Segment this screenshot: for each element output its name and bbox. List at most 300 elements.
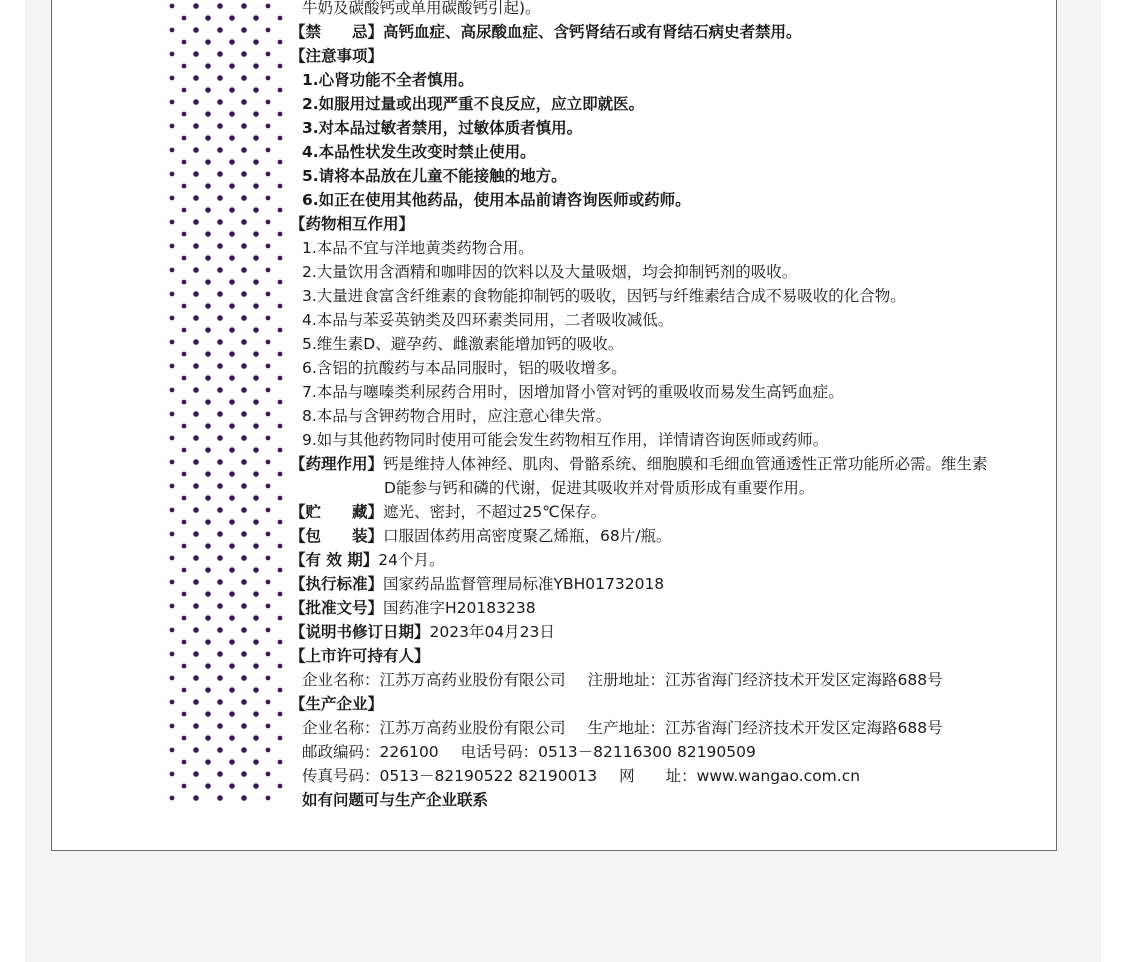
pattern-dot (266, 700, 271, 705)
postal-code: 邮政编码：226100 (302, 743, 439, 761)
pattern-dot (266, 316, 271, 321)
pattern-dot (229, 303, 235, 309)
pattern-dot (182, 208, 187, 213)
pattern-dot (205, 615, 211, 621)
pattern-dot (217, 771, 223, 777)
phone-number: 电话号码：0513－82116300 82190509 (460, 743, 756, 761)
interaction-item: 4.本品与苯妥英钠类及四环素类同用，二者吸收减低。 (302, 311, 674, 329)
pattern-dot (266, 508, 271, 513)
pattern-dot (217, 411, 223, 417)
pattern-dot (241, 171, 247, 177)
pattern-dot (170, 244, 175, 249)
pattern-dot (170, 292, 175, 297)
pattern-dot (229, 783, 235, 789)
pattern-dot (253, 711, 259, 717)
pattern-dot (253, 687, 259, 693)
pattern-dot (217, 435, 223, 441)
pattern-dot (217, 171, 223, 177)
pattern-dot (253, 183, 259, 189)
pattern-dot (229, 759, 235, 765)
pattern-dot (253, 615, 259, 621)
pattern-dot (193, 171, 199, 177)
pattern-dot (229, 399, 235, 405)
interaction-item: 7.本品与噻嗪类利尿药合用时，因增加肾小管对钙的重吸收而易发生高钙血症。 (302, 383, 844, 401)
pattern-dot (266, 604, 271, 609)
holder-heading: 【上市许可持有人】 (290, 647, 430, 665)
cautions-heading: 【注意事项】 (290, 47, 384, 65)
pattern-dot (170, 28, 175, 33)
pattern-dot (278, 784, 283, 789)
pattern-dot (241, 435, 247, 441)
pattern-dot (217, 747, 223, 753)
pattern-dot (253, 783, 259, 789)
pattern-dot (217, 267, 223, 273)
pattern-dot (253, 735, 259, 741)
pattern-dot (278, 16, 283, 21)
pattern-dot (193, 627, 199, 633)
pattern-dot (217, 459, 223, 465)
pattern-dot (193, 579, 199, 585)
pattern-dot (193, 699, 199, 705)
storage-text: 遮光、密封，不超过25℃保存。 (383, 503, 607, 521)
pattern-dot (205, 663, 211, 669)
pattern-dot (170, 772, 175, 777)
pattern-dot (182, 544, 187, 549)
pattern-dot (229, 495, 235, 501)
pharmacology-text-1: 钙是维持人体神经、肌肉、骨骼系统、细胞膜和毛细血管通透性正常功能所必需。维生素 (383, 455, 988, 473)
pattern-dot (205, 111, 211, 117)
pattern-dot (205, 711, 211, 717)
pattern-dot (241, 555, 247, 561)
pattern-dot (193, 243, 199, 249)
pattern-dot (241, 219, 247, 225)
pattern-dot (182, 256, 187, 261)
pattern-dot (278, 352, 283, 357)
pattern-dot (182, 520, 187, 525)
pattern-dot (217, 675, 223, 681)
pattern-dot (278, 256, 283, 261)
pattern-dot (193, 435, 199, 441)
pattern-dot (278, 568, 283, 573)
pattern-dot (205, 255, 211, 261)
pattern-dot (241, 483, 247, 489)
pattern-dot (182, 784, 187, 789)
pattern-dot (266, 652, 271, 657)
pattern-dot (193, 363, 199, 369)
holder-company: 企业名称：江苏万高药业股份有限公司 (302, 671, 566, 689)
pattern-dot (182, 640, 187, 645)
pattern-dot (205, 687, 211, 693)
pattern-dot (229, 375, 235, 381)
pattern-dot (253, 327, 259, 333)
pattern-dot (193, 27, 199, 33)
pattern-dot (193, 219, 199, 225)
pattern-dot (278, 592, 283, 597)
pattern-dot (241, 291, 247, 297)
pattern-dot (253, 423, 259, 429)
pattern-dot (193, 795, 199, 801)
pattern-dot (229, 543, 235, 549)
interaction-item: 8.本品与含钾药物合用时，应注意心律失常。 (302, 407, 612, 425)
pattern-dot (182, 760, 187, 765)
pattern-dot (253, 207, 259, 213)
pattern-dot (253, 63, 259, 69)
interaction-item: 1.本品不宜与洋地黄类药物合用。 (302, 239, 534, 257)
pattern-dot (182, 64, 187, 69)
pattern-dot (217, 3, 223, 9)
pattern-dot (170, 268, 175, 273)
pattern-dot (266, 388, 271, 393)
pattern-dot (193, 411, 199, 417)
pattern-dot (182, 136, 187, 141)
pattern-dot (253, 279, 259, 285)
pattern-dot (182, 40, 187, 45)
pattern-dot (182, 424, 187, 429)
pattern-dot (193, 147, 199, 153)
pattern-dot (278, 712, 283, 717)
pattern-dot (278, 40, 283, 45)
pattern-dot (241, 195, 247, 201)
pattern-dot (205, 735, 211, 741)
pattern-dot (266, 772, 271, 777)
pattern-dot (182, 712, 187, 717)
pattern-dot (229, 567, 235, 573)
pattern-dot (241, 51, 247, 57)
interaction-item: 2.大量饮用含酒精和咖啡因的饮料以及大量吸烟，均会抑制钙剂的吸收。 (302, 263, 798, 281)
pattern-dot (170, 388, 175, 393)
pattern-dot (278, 544, 283, 549)
pattern-dot (253, 399, 259, 405)
pattern-dot (182, 232, 187, 237)
pattern-dot (266, 148, 271, 153)
package (290, 524, 671, 548)
pattern-dot (266, 220, 271, 225)
pattern-dot (205, 135, 211, 141)
caution-item: 1.心肾功能不全者慎用。 (302, 71, 474, 89)
pattern-dot (182, 688, 187, 693)
pattern-dot (193, 99, 199, 105)
pattern-dot (253, 87, 259, 93)
pattern-dot (253, 639, 259, 645)
pattern-dot (217, 627, 223, 633)
pattern-dot (170, 76, 175, 81)
pattern-dot (278, 760, 283, 765)
pattern-dot (182, 664, 187, 669)
pattern-dot (170, 436, 175, 441)
pattern-dot (193, 651, 199, 657)
pattern-dot (241, 243, 247, 249)
pattern-dot (266, 100, 271, 105)
pattern-dot (229, 111, 235, 117)
pattern-dot (217, 27, 223, 33)
revision-label: 【说明书修订日期】 (290, 623, 430, 641)
pattern-dot (193, 123, 199, 129)
pattern-dot (205, 231, 211, 237)
pattern-dot (278, 280, 283, 285)
manufacturer-heading: 【生产企业】 (290, 695, 384, 713)
pattern-dot (170, 580, 175, 585)
pattern-dot (182, 400, 187, 405)
pattern-dot (241, 699, 247, 705)
pattern-dot (266, 532, 271, 537)
pattern-dot (278, 184, 283, 189)
storage (290, 500, 606, 524)
pattern-dot (278, 616, 283, 621)
pattern-dot (278, 664, 283, 669)
pattern-dot (266, 796, 271, 801)
pattern-dot (241, 75, 247, 81)
pattern-dot (266, 244, 271, 249)
pattern-dot (193, 195, 199, 201)
pattern-dot (217, 363, 223, 369)
pattern-dot (241, 99, 247, 105)
pattern-dot (278, 400, 283, 405)
pattern-dot (182, 448, 187, 453)
pattern-dot (266, 436, 271, 441)
pattern-dot (278, 328, 283, 333)
pattern-dot (266, 76, 271, 81)
pattern-dot (205, 303, 211, 309)
pattern-dot (229, 207, 235, 213)
contraindications-text: 高钙血症、高尿酸血症、含钙肾结石或有肾结石病史者禁用。 (383, 23, 802, 41)
pattern-dot (253, 519, 259, 525)
pattern-dot (205, 183, 211, 189)
pattern-dot (182, 472, 187, 477)
fax-number: 传真号码：0513－82190522 82190013 (302, 767, 598, 785)
approval-text: 国药准字H20183238 (383, 599, 536, 617)
caution-item: 5.请将本品放在儿童不能接触的地方。 (302, 167, 567, 185)
pattern-dot (217, 555, 223, 561)
pattern-dot (241, 411, 247, 417)
pattern-dot (253, 39, 259, 45)
pattern-dot (266, 460, 271, 465)
pattern-dot (205, 447, 211, 453)
caution-item: 3.对本品过敏者禁用，过敏体质者慎用。 (302, 119, 583, 137)
pattern-dot (253, 495, 259, 501)
interaction-item: 3.大量进食富含纤维素的食物能抑制钙的吸收，因钙与纤维素结合成不易吸收的化合物。 (302, 287, 906, 305)
pattern-dot (182, 304, 187, 309)
revision-text: 2023年04月23日 (429, 623, 555, 641)
pattern-dot (193, 723, 199, 729)
pattern-dot (205, 543, 211, 549)
pattern-dot (170, 532, 175, 537)
pattern-dot (241, 723, 247, 729)
pattern-dot (229, 615, 235, 621)
pattern-dot (217, 531, 223, 537)
continued-line: 牛奶及碳酸钙或单用碳酸钙引起)。 (302, 0, 541, 17)
pattern-dot (193, 459, 199, 465)
manufacturer-fax-web (302, 764, 860, 788)
interaction-item: 6.含铝的抗酸药与本品同服时，铝的吸收增多。 (302, 359, 627, 377)
pattern-dot (241, 651, 247, 657)
pattern-dot (241, 3, 247, 9)
package-label: 【包 装】 (290, 527, 384, 545)
pattern-dot (205, 207, 211, 213)
pattern-dot (229, 135, 235, 141)
pattern-dot (205, 471, 211, 477)
pattern-dot (229, 447, 235, 453)
pattern-dot (182, 352, 187, 357)
pattern-dot (217, 795, 223, 801)
pattern-dot (278, 520, 283, 525)
pattern-dot (266, 172, 271, 177)
pattern-dot (217, 507, 223, 513)
pattern-dot (182, 184, 187, 189)
pattern-dot (266, 124, 271, 129)
pattern-dot (241, 795, 247, 801)
pattern-dot (205, 495, 211, 501)
pattern-dot (205, 567, 211, 573)
pattern-dot (241, 771, 247, 777)
pattern-dot (229, 87, 235, 93)
pattern-dot (253, 759, 259, 765)
pattern-dot (170, 700, 175, 705)
pattern-dot (229, 687, 235, 693)
pattern-dot (217, 483, 223, 489)
pattern-dot (205, 399, 211, 405)
pattern-dot (266, 556, 271, 561)
pattern-dot (266, 4, 271, 9)
pattern-dot (278, 136, 283, 141)
pattern-dot (229, 15, 235, 21)
pattern-dot (229, 663, 235, 669)
pattern-dot (205, 759, 211, 765)
pattern-dot (241, 603, 247, 609)
pattern-dot (278, 304, 283, 309)
pattern-dot (229, 639, 235, 645)
pattern-dot (278, 736, 283, 741)
pattern-dot (182, 568, 187, 573)
pattern-dot (205, 519, 211, 525)
pattern-dot (182, 592, 187, 597)
pattern-dot (170, 124, 175, 129)
approval-label: 【批准文号】 (290, 599, 384, 617)
pattern-dot (229, 351, 235, 357)
pattern-dot (170, 412, 175, 417)
decorative-dot-pattern (160, 0, 285, 810)
pattern-dot (170, 676, 175, 681)
pattern-dot (266, 340, 271, 345)
pattern-dot (170, 484, 175, 489)
pattern-dot (193, 75, 199, 81)
package-text: 口服固体药用高密度聚乙烯瓶，68片/瓶。 (383, 527, 672, 545)
manufacturer-postal-phone (302, 740, 756, 764)
pattern-dot (182, 160, 187, 165)
pattern-dot (217, 219, 223, 225)
pattern-dot (182, 112, 187, 117)
pattern-dot (253, 15, 259, 21)
pattern-dot (182, 16, 187, 21)
pattern-dot (182, 376, 187, 381)
pattern-dot (170, 196, 175, 201)
pattern-dot (266, 196, 271, 201)
pattern-dot (170, 652, 175, 657)
pattern-dot (278, 496, 283, 501)
pattern-dot (217, 75, 223, 81)
pattern-dot (253, 303, 259, 309)
pattern-dot (278, 688, 283, 693)
pattern-dot (241, 27, 247, 33)
pattern-dot (278, 472, 283, 477)
website: 网 址：www.wangao.com.cn (619, 767, 861, 785)
pattern-dot (170, 460, 175, 465)
standard (290, 572, 664, 596)
pattern-dot (266, 748, 271, 753)
pattern-dot (205, 351, 211, 357)
pattern-dot (205, 639, 211, 645)
pattern-dot (241, 387, 247, 393)
pattern-dot (241, 579, 247, 585)
pattern-dot (205, 591, 211, 597)
pattern-dot (217, 195, 223, 201)
pattern-dot (253, 111, 259, 117)
pattern-dot (253, 159, 259, 165)
pattern-dot (266, 364, 271, 369)
pattern-dot (217, 723, 223, 729)
pattern-dot (193, 603, 199, 609)
pattern-dot (229, 711, 235, 717)
pattern-dot (229, 159, 235, 165)
pattern-dot (217, 123, 223, 129)
revision-date (290, 620, 555, 644)
pattern-dot (182, 280, 187, 285)
validity (290, 548, 445, 572)
pattern-dot (205, 159, 211, 165)
manufacturer-company: 企业名称：江苏万高药业股份有限公司 (302, 719, 566, 737)
pattern-dot (170, 316, 175, 321)
interaction-item: 9.如与其他药物同时使用可能会发生药物相互作用，详情请咨询医师或药师。 (302, 431, 829, 449)
pattern-dot (170, 172, 175, 177)
approval (290, 596, 536, 620)
pattern-dot (278, 376, 283, 381)
pattern-dot (253, 351, 259, 357)
pattern-dot (170, 604, 175, 609)
pattern-dot (170, 220, 175, 225)
contraindications (290, 20, 802, 44)
pattern-dot (205, 279, 211, 285)
pattern-dot (205, 39, 211, 45)
pattern-dot (182, 496, 187, 501)
pattern-dot (266, 268, 271, 273)
pattern-dot (278, 208, 283, 213)
pattern-dot (253, 567, 259, 573)
pattern-dot (217, 651, 223, 657)
caution-item: 2.如服用过量或出现严重不良反应，应立即就医。 (302, 95, 645, 113)
pattern-dot (217, 699, 223, 705)
pattern-dot (266, 724, 271, 729)
interaction-item: 5.维生素D、避孕药、雌激素能增加钙的吸收。 (302, 335, 624, 353)
pattern-dot (229, 183, 235, 189)
contraindications-label: 【禁 忌】 (290, 23, 384, 41)
pattern-dot (170, 796, 175, 801)
pattern-dot (266, 292, 271, 297)
pattern-dot (193, 531, 199, 537)
pattern-dot (229, 423, 235, 429)
caution-item: 4.本品性状发生改变时禁止使用。 (302, 143, 536, 161)
pattern-dot (205, 783, 211, 789)
pattern-dot (217, 387, 223, 393)
manufacturer-address: 生产地址：江苏省海门经济技术开发区定海路688号 (587, 719, 943, 737)
pattern-dot (278, 112, 283, 117)
pattern-dot (170, 4, 175, 9)
pattern-dot (241, 339, 247, 345)
pattern-dot (253, 255, 259, 261)
pattern-dot (170, 148, 175, 153)
pattern-dot (193, 555, 199, 561)
pattern-dot (253, 543, 259, 549)
pattern-dot (229, 39, 235, 45)
pattern-dot (193, 291, 199, 297)
